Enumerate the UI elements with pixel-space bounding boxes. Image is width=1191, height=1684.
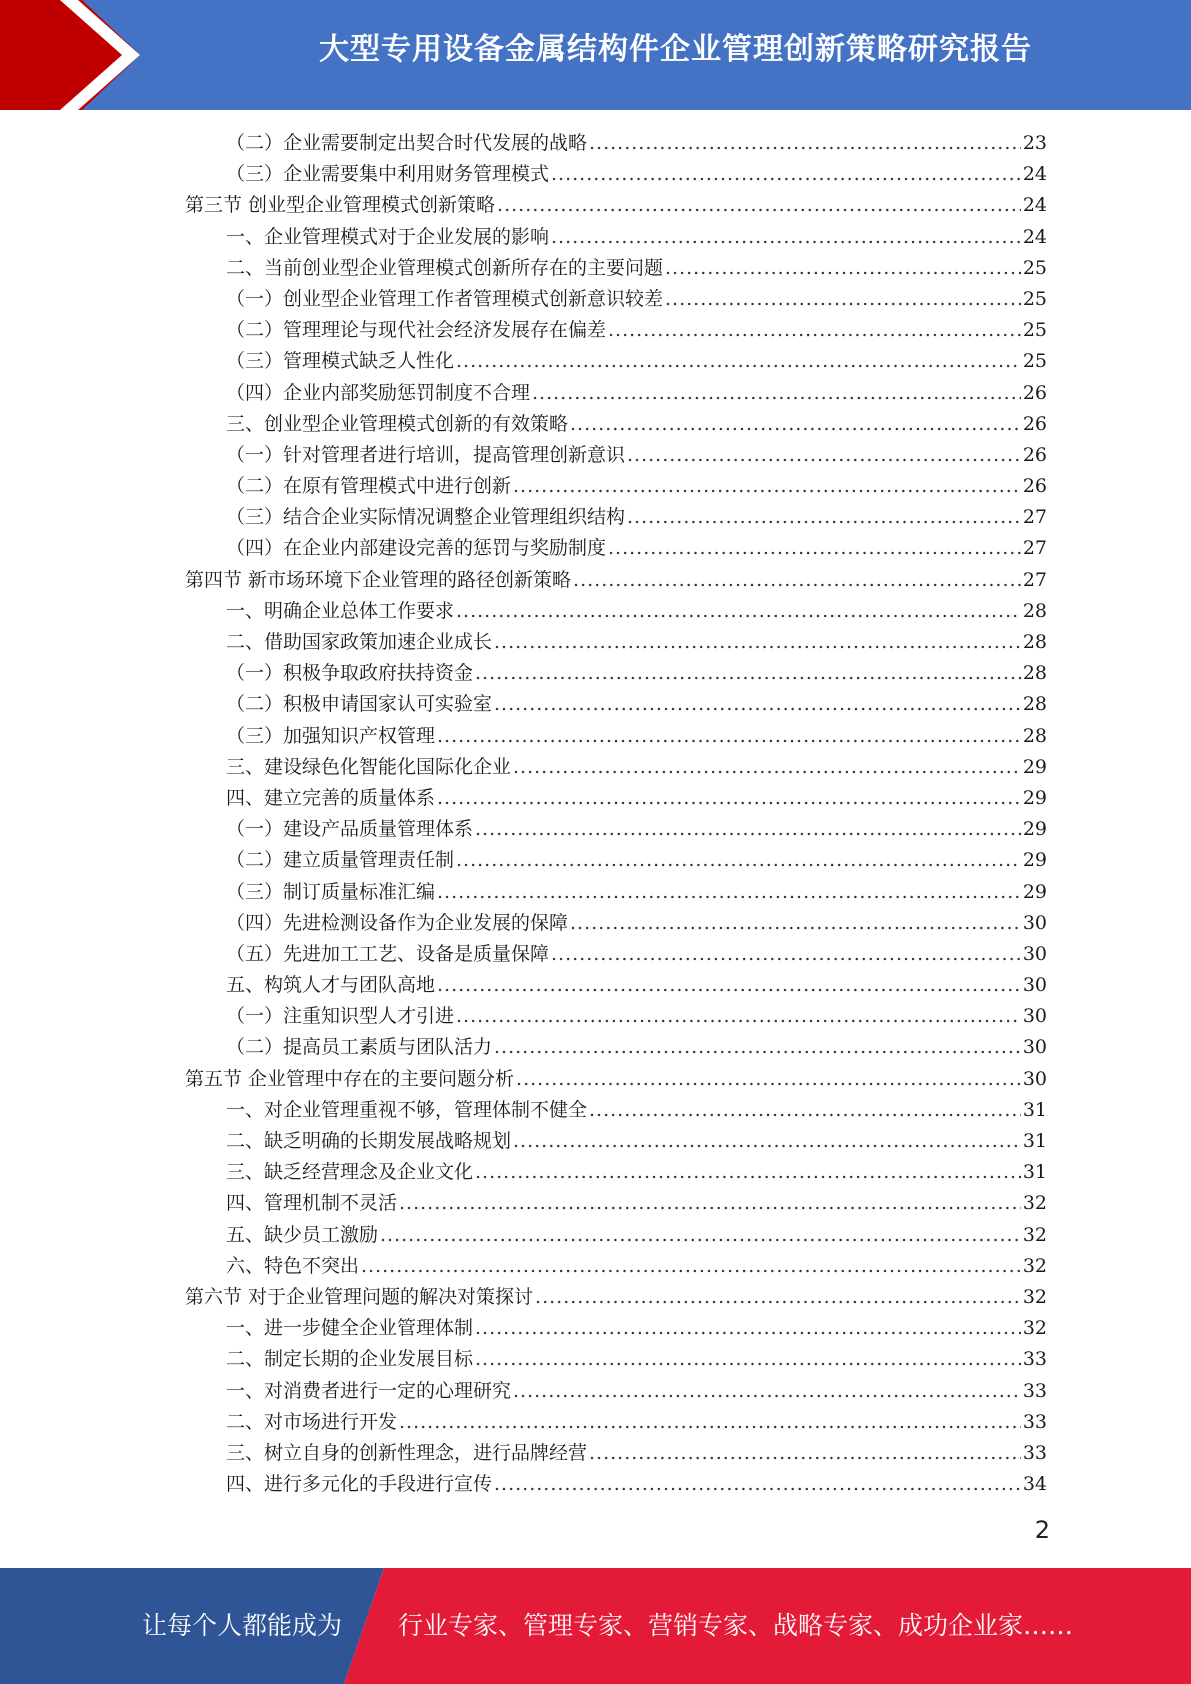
table-of-contents: [185, 128, 1047, 1500]
toc-entry[interactable]: [185, 346, 1047, 377]
toc-dot-leader: [380, 1224, 1021, 1246]
toc-entry[interactable]: [185, 1157, 1047, 1188]
toc-entry-page: 29: [1022, 849, 1047, 872]
toc-entry[interactable]: [185, 565, 1047, 596]
toc-dot-leader: [589, 132, 1021, 154]
toc-dot-leader: [589, 1442, 1021, 1464]
toc-dot-leader: [475, 1348, 1021, 1370]
toc-entry-page: 32: [1022, 1254, 1047, 1277]
toc-dot-leader: [361, 1255, 1021, 1277]
toc-dot-leader: [475, 1317, 1021, 1339]
toc-entry-title: 一、对企业管理重视不够，管理体制不健全: [226, 1098, 588, 1121]
toc-entry[interactable]: [185, 877, 1047, 908]
toc-entry-page: 31: [1022, 1130, 1047, 1152]
toc-entry-title: （二）在原有管理模式中进行创新: [226, 475, 512, 498]
toc-entry-page: 31: [1022, 1098, 1047, 1121]
toc-dot-leader: [437, 974, 1021, 996]
toc-dot-leader: [456, 849, 1021, 871]
toc-dot-leader: [399, 1192, 1021, 1214]
toc-entry[interactable]: [185, 939, 1047, 970]
toc-dot-leader: [494, 631, 1021, 653]
toc-entry[interactable]: [185, 128, 1047, 159]
toc-dot-leader: [437, 881, 1021, 903]
toc-entry[interactable]: [185, 721, 1047, 752]
toc-dot-leader: [551, 226, 1021, 248]
toc-entry-page: 34: [1022, 1473, 1047, 1496]
toc-entry-page: 25: [1022, 256, 1047, 279]
toc-entry-page: 27: [1022, 537, 1047, 560]
toc-entry-title: 一、进一步健全企业管理体制: [226, 1317, 474, 1340]
toc-dot-leader: [475, 662, 1021, 684]
page-number: 2: [1034, 1516, 1050, 1544]
toc-entry[interactable]: [185, 284, 1047, 315]
toc-entry-title: （二）提高员工素质与团队活力: [226, 1036, 493, 1059]
toc-entry-title: 第五节 企业管理中存在的主要问题分析: [185, 1067, 515, 1090]
toc-entry-title: （二）企业需要制定出契合时代发展的战略: [226, 132, 588, 154]
toc-entry-page: 30: [1022, 1005, 1047, 1028]
toc-dot-leader: [570, 413, 1021, 435]
toc-entry-title: 一、明确企业总体工作要求: [226, 599, 455, 622]
toc-entry-page: 30: [1022, 942, 1047, 965]
toc-entry[interactable]: [185, 159, 1047, 190]
toc-entry-title: 二、缺乏明确的长期发展战略规划: [226, 1130, 512, 1152]
toc-dot-leader: [513, 1380, 1021, 1402]
toc-entry-page: 29: [1022, 755, 1047, 778]
toc-entry-title: （四）在企业内部建设完善的惩罚与奖励制度: [226, 537, 607, 560]
toc-entry-title: （三）企业需要集中利用财务管理模式: [226, 163, 550, 186]
toc-entry-title: （五）先进加工工艺、设备是质量保障: [226, 942, 550, 965]
toc-entry-page: 25: [1022, 350, 1047, 373]
toc-entry-title: （一）注重知识型人才引进: [226, 1005, 455, 1028]
toc-entry-title: （三）加强知识产权管理: [226, 724, 436, 747]
toc-entry-title: 第三节 创业型企业管理模式创新策略: [185, 194, 496, 217]
toc-entry-page: 32: [1022, 1285, 1047, 1308]
toc-entry-title: 二、当前创业型企业管理模式创新所存在的主要问题: [226, 256, 664, 279]
toc-entry-page: 26: [1022, 412, 1047, 435]
toc-dot-leader: [497, 194, 1021, 216]
toc-entry-page: 28: [1022, 662, 1047, 685]
toc-entry[interactable]: [185, 783, 1047, 814]
toc-entry[interactable]: [185, 1095, 1047, 1126]
toc-dot-leader: [456, 1005, 1021, 1027]
toc-entry[interactable]: [185, 1001, 1047, 1032]
report-title: 大型专用设备金属结构件企业管理创新策略研究报告: [319, 32, 1032, 67]
toc-entry-page: 25: [1022, 287, 1047, 310]
toc-entry-title: 三、创业型企业管理模式创新的有效策略: [226, 412, 569, 435]
toc-entry[interactable]: [185, 222, 1047, 253]
toc-entry-page: 30: [1022, 1067, 1047, 1090]
toc-entry-page: 24: [1022, 163, 1047, 186]
toc-entry-page: 30: [1022, 1036, 1047, 1059]
toc-dot-leader: [627, 506, 1021, 528]
toc-entry-title: 第六节 对于企业管理问题的解决对策探讨: [185, 1285, 534, 1308]
toc-entry-page: 32: [1022, 1192, 1047, 1215]
toc-entry-title: 二、制定长期的企业发展目标: [226, 1348, 474, 1371]
toc-entry-page: 28: [1022, 724, 1047, 747]
toc-entry-title: （一）积极争取政府扶持资金: [226, 662, 474, 685]
toc-entry-title: 一、企业管理模式对于企业发展的影响: [226, 225, 550, 248]
toc-dot-leader: [399, 1411, 1021, 1433]
toc-entry[interactable]: [185, 1032, 1047, 1063]
toc-dot-leader: [494, 693, 1021, 715]
page-header: [0, 0, 1191, 110]
toc-dot-leader: [513, 756, 1021, 778]
toc-dot-leader: [475, 1161, 1021, 1183]
toc-dot-leader: [551, 943, 1021, 965]
toc-entry[interactable]: [185, 1313, 1047, 1344]
toc-entry-page: 28: [1022, 599, 1047, 622]
toc-entry-page: 28: [1022, 631, 1047, 653]
toc-entry-title: （四）先进检测设备作为企业发展的保障: [226, 911, 569, 934]
toc-entry[interactable]: [185, 658, 1047, 689]
toc-entry-page: 26: [1022, 381, 1047, 404]
toc-dot-leader: [570, 912, 1021, 934]
toc-dot-leader: [589, 1099, 1021, 1121]
toc-entry-page: 33: [1022, 1348, 1047, 1371]
toc-dot-leader: [627, 444, 1021, 466]
toc-entry[interactable]: [185, 1251, 1047, 1282]
toc-entry-page: 23: [1022, 132, 1047, 154]
toc-dot-leader: [665, 257, 1021, 279]
toc-entry[interactable]: [185, 1064, 1047, 1095]
toc-entry-page: 29: [1022, 786, 1047, 809]
toc-entry[interactable]: [185, 970, 1047, 1001]
toc-entry-title: （三）结合企业实际情况调整企业管理组织结构: [226, 506, 626, 529]
toc-entry[interactable]: [185, 409, 1047, 440]
toc-entry-title: 四、建立完善的质量体系: [226, 786, 436, 809]
toc-entry-page: 32: [1022, 1223, 1047, 1246]
toc-dot-leader: [532, 382, 1021, 404]
toc-entry-title: （三）制订质量标准汇编: [226, 880, 436, 903]
toc-entry-title: 四、进行多元化的手段进行宣传: [226, 1473, 493, 1496]
toc-dot-leader: [535, 1286, 1021, 1308]
toc-entry-title: 四、管理机制不灵活: [226, 1192, 398, 1215]
toc-entry-page: 24: [1022, 225, 1047, 248]
toc-dot-leader: [665, 288, 1021, 310]
toc-entry[interactable]: [185, 845, 1047, 876]
toc-dot-leader: [456, 350, 1021, 372]
toc-entry-page: 27: [1022, 568, 1047, 591]
toc-entry[interactable]: [185, 627, 1047, 658]
toc-entry[interactable]: [185, 471, 1047, 502]
toc-entry-page: 31: [1022, 1161, 1047, 1184]
toc-entry[interactable]: [185, 814, 1047, 845]
toc-dot-leader: [513, 1130, 1021, 1152]
page-footer: [0, 1568, 1191, 1684]
toc-entry-title: 五、缺少员工激励: [226, 1223, 379, 1246]
toc-entry[interactable]: [185, 1376, 1047, 1407]
toc-entry-title: 第四节 新市场环境下企业管理的路径创新策略: [185, 568, 572, 591]
toc-entry-page: 24: [1022, 194, 1047, 217]
toc-entry-page: 33: [1022, 1379, 1047, 1402]
toc-dot-leader: [608, 537, 1021, 559]
toc-entry[interactable]: [185, 253, 1047, 284]
toc-dot-leader: [475, 818, 1021, 840]
toc-entry-title: 二、借助国家政策加速企业成长: [226, 631, 493, 653]
toc-entry-title: （三）管理模式缺乏人性化: [226, 350, 455, 373]
footer-slogan-left: 让每个人都能成为: [142, 1611, 343, 1640]
toc-entry[interactable]: [185, 752, 1047, 783]
toc-entry-title: （一）建设产品质量管理体系: [226, 818, 474, 841]
toc-dot-leader: [494, 1036, 1021, 1058]
toc-entry[interactable]: [185, 1220, 1047, 1251]
header-arrow-icon: [0, 0, 150, 110]
toc-dot-leader: [516, 1068, 1021, 1090]
toc-entry-title: （四）企业内部奖励惩罚制度不合理: [226, 381, 531, 404]
toc-entry-title: 一、对消费者进行一定的心理研究: [226, 1379, 512, 1402]
toc-entry[interactable]: [185, 908, 1047, 939]
toc-entry[interactable]: [185, 440, 1047, 471]
toc-entry-title: （二）积极申请国家认可实验室: [226, 693, 493, 716]
toc-entry-page: 33: [1022, 1441, 1047, 1464]
toc-entry[interactable]: [185, 1344, 1047, 1375]
toc-entry-page: 26: [1022, 475, 1047, 498]
toc-entry[interactable]: [185, 1469, 1047, 1500]
toc-entry-page: 30: [1022, 911, 1047, 934]
toc-entry[interactable]: [185, 1126, 1047, 1157]
toc-entry-title: 六、特色不突出: [226, 1254, 360, 1277]
toc-entry[interactable]: [185, 315, 1047, 346]
toc-entry[interactable]: [185, 1282, 1047, 1313]
toc-entry-title: 三、缺乏经营理念及企业文化: [226, 1161, 474, 1184]
toc-entry-page: 29: [1022, 818, 1047, 841]
toc-entry[interactable]: [185, 1438, 1047, 1469]
footer-slogan-right: 行业专家、管理专家、营销专家、战略专家、成功企业家……: [398, 1611, 1074, 1640]
toc-entry[interactable]: [185, 533, 1047, 564]
toc-dot-leader: [573, 569, 1021, 591]
toc-entry-page: 29: [1022, 880, 1047, 903]
toc-dot-leader: [551, 163, 1021, 185]
toc-dot-leader: [456, 600, 1021, 622]
toc-dot-leader: [494, 1473, 1021, 1495]
toc-entry[interactable]: [185, 689, 1047, 720]
toc-entry-title: 二、对市场进行开发: [226, 1410, 398, 1433]
toc-entry[interactable]: [185, 502, 1047, 533]
toc-dot-leader: [608, 319, 1021, 341]
toc-entry-title: 三、树立自身的创新性理念，进行品牌经营: [226, 1441, 588, 1464]
toc-entry-title: （一）针对管理者进行培训，提高管理创新意识: [226, 443, 626, 466]
toc-entry[interactable]: [185, 190, 1047, 221]
toc-entry-page: 32: [1022, 1317, 1047, 1340]
toc-entry-title: （二）建立质量管理责任制: [226, 849, 455, 872]
toc-entry-page: 33: [1022, 1410, 1047, 1433]
toc-entry-page: 25: [1022, 319, 1047, 342]
toc-entry-page: 26: [1022, 443, 1047, 466]
toc-entry-page: 27: [1022, 506, 1047, 529]
toc-dot-leader: [513, 475, 1021, 497]
toc-dot-leader: [437, 725, 1021, 747]
toc-entry[interactable]: [185, 1407, 1047, 1438]
toc-entry[interactable]: [185, 378, 1047, 409]
toc-entry-page: 28: [1022, 693, 1047, 716]
toc-entry[interactable]: [185, 596, 1047, 627]
toc-dot-leader: [437, 787, 1021, 809]
toc-entry-title: （二）管理理论与现代社会经济发展存在偏差: [226, 319, 607, 342]
toc-entry-title: 五、构筑人才与团队高地: [226, 974, 436, 997]
toc-entry-page: 30: [1022, 974, 1047, 997]
toc-entry[interactable]: [185, 1188, 1047, 1219]
toc-entry-title: （一）创业型企业管理工作者管理模式创新意识较差: [226, 287, 664, 310]
toc-entry-title: 三、建设绿色化智能化国际化企业: [226, 755, 512, 778]
